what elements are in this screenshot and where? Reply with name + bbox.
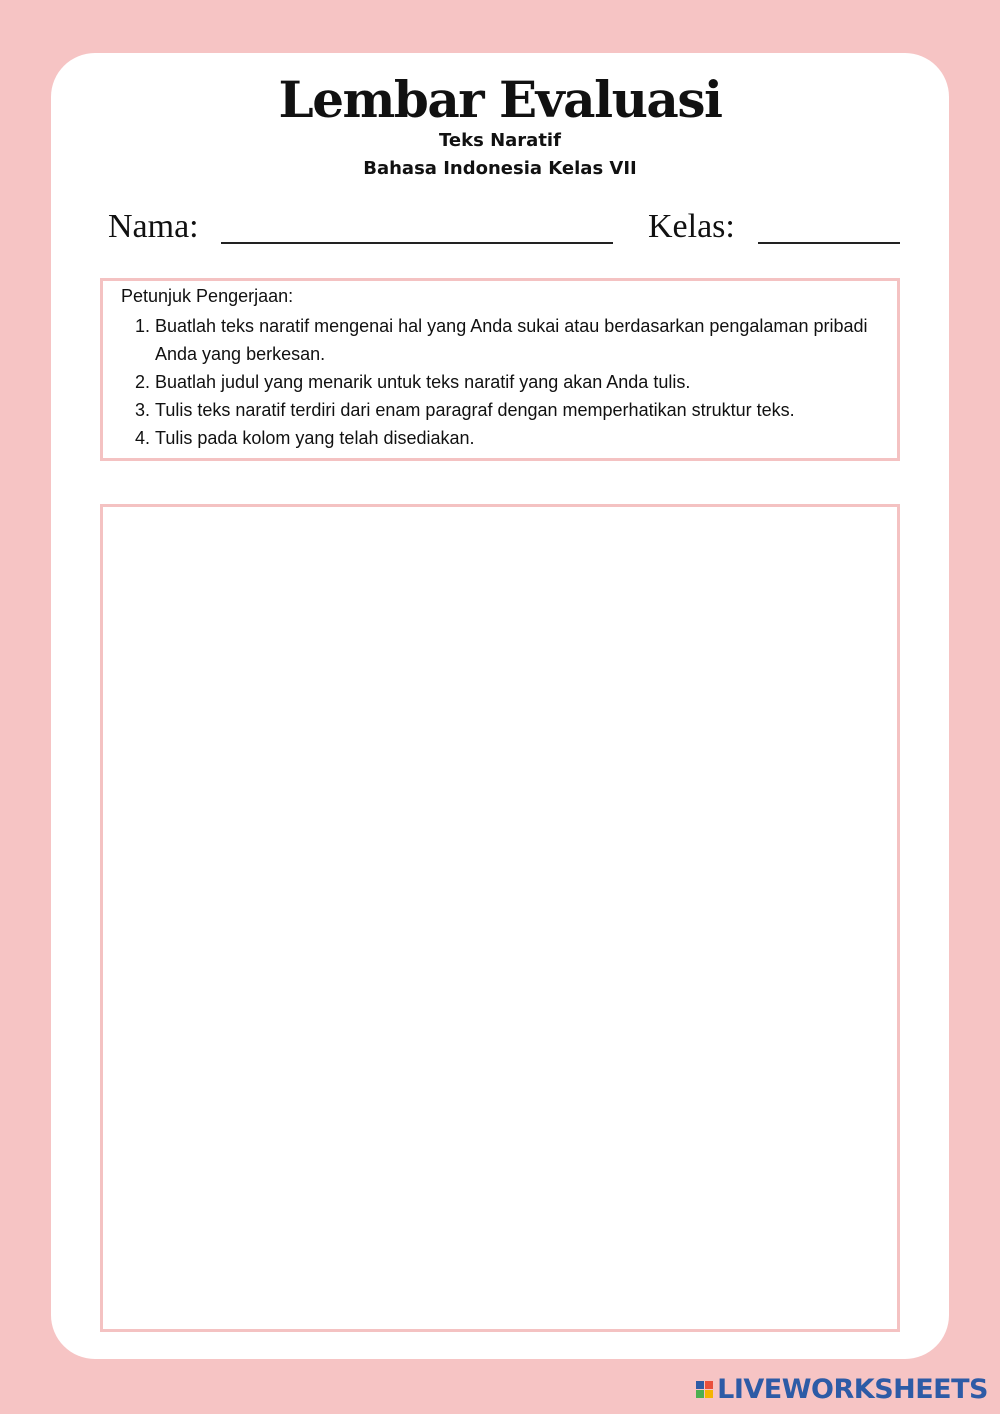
name-label: Nama:	[108, 208, 199, 245]
list-item	[103, 424, 895, 452]
instructions-heading: Petunjuk Pengerjaan:	[121, 286, 294, 306]
brand-text: LIVEWORKSHEETS	[717, 1374, 988, 1405]
list-item	[103, 312, 895, 368]
item-text: Tulis pada kolom yang telah disediakan.	[155, 428, 475, 448]
course-label: Bahasa Indonesia Kelas VII	[363, 158, 637, 179]
item-text: Buatlah judul yang menarik untuk teks naratif yang akan Anda tulis.	[155, 372, 691, 392]
liveworksheets-logo-icon	[696, 1381, 713, 1398]
instructions-list	[103, 312, 897, 452]
item-number: 2.	[135, 372, 151, 392]
footer-brand[interactable]	[696, 1374, 988, 1405]
answer-writing-area[interactable]	[100, 504, 900, 1332]
name-input-line[interactable]	[221, 242, 613, 244]
page-subtitle: Teks Naratif	[439, 130, 561, 151]
list-item	[103, 396, 895, 424]
page-title: Lembar Evaluasi	[278, 70, 722, 129]
item-number: 4.	[135, 428, 151, 448]
instructions-box	[100, 278, 900, 461]
item-text: Tulis teks naratif terdiri dari enam paragraf dengan memperhatikan struktur teks.	[155, 400, 795, 420]
item-text: Buatlah teks naratif mengenai hal yang Anda sukai atau berdasarkan pengalaman pribadi Anda yang berkesan.	[155, 316, 868, 364]
class-input-line[interactable]	[758, 242, 900, 244]
item-number: 1.	[135, 316, 151, 336]
class-label: Kelas:	[648, 208, 735, 245]
item-number: 3.	[135, 400, 151, 420]
list-item	[103, 368, 895, 396]
